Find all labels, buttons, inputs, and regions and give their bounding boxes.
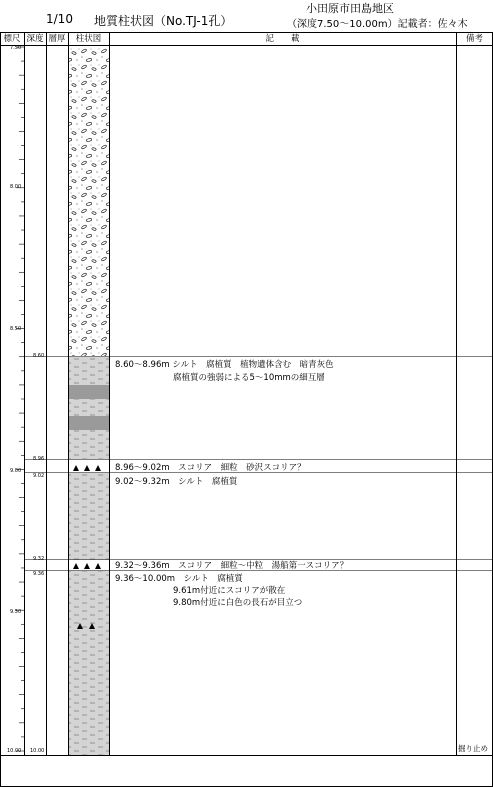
col-header-description: 記 載 xyxy=(265,34,300,44)
scale-label-8-50: 8.50 xyxy=(10,326,22,332)
page-subtitle: （深度7.50～10.00m）記載者：佐々木 xyxy=(287,19,468,30)
depth-label: 9.02 xyxy=(33,473,45,479)
depth-label: 10.00 xyxy=(30,748,45,754)
col-header-depth: 深度 xyxy=(26,34,44,44)
remark-end-of-boring: 掘り止め xyxy=(458,744,488,753)
description-line: 9.02～9.32m シルト 腐植質 xyxy=(115,477,238,487)
scale-label-9-00: 9.00 xyxy=(10,468,22,474)
description-line: 9.32～9.36m スコリア 細粒～中粒 湯船第一スコリア？ xyxy=(115,561,349,571)
scale-label-8-00: 8.00 xyxy=(10,184,22,190)
depth-label: 8.96 xyxy=(33,456,45,462)
depth-label: 9.36 xyxy=(33,571,45,577)
location-name: 小田原市田島地区 xyxy=(306,2,394,15)
description-line: 腐植質の強弱による5～10mmの細互層 xyxy=(173,373,325,383)
scale-ruler-ticks xyxy=(16,47,24,751)
log-unit-humic-silt-1 xyxy=(69,357,109,459)
scale-label-7-50: 7.50 xyxy=(10,45,22,51)
description-line: 8.60～8.96m シルト 腐植質 植物遺体含む 暗青灰色 xyxy=(115,360,334,370)
depth-label: 8.60 xyxy=(33,353,45,359)
depth-label: 9.32 xyxy=(33,556,45,562)
scale-label-9-50: 9.50 xyxy=(10,609,22,615)
description-line: 9.80m付近に白色の長石が目立つ xyxy=(173,598,303,608)
log-unit-humic-silt-3 xyxy=(69,571,109,755)
log-unit-gravel xyxy=(69,46,109,356)
description-line: 8.96～9.02m スコリア 細粒 砂沢スコリア？ xyxy=(115,463,306,473)
col-header-log: 柱状図 xyxy=(75,34,102,44)
col-header-thickness: 層厚 xyxy=(48,34,66,44)
log-dark-band-1 xyxy=(69,385,109,399)
scale-label-10-00: 10.00 xyxy=(7,748,22,754)
col-header-elevation: 標尺 xyxy=(3,34,21,44)
description-line: 9.61m付近にスコリアが散在 xyxy=(173,586,286,596)
scale-ratio: 1/10 xyxy=(46,12,73,26)
log-unit-humic-silt-2 xyxy=(69,473,109,560)
description-line: 9.36～10.00m シルト 腐植質 xyxy=(115,574,243,584)
col-header-remarks: 備考 xyxy=(465,34,483,44)
log-unit-scoria-1 xyxy=(69,460,109,473)
page-title: 地質柱状図（No.TJ-1孔） xyxy=(94,14,233,28)
log-dark-band-2 xyxy=(69,416,109,430)
